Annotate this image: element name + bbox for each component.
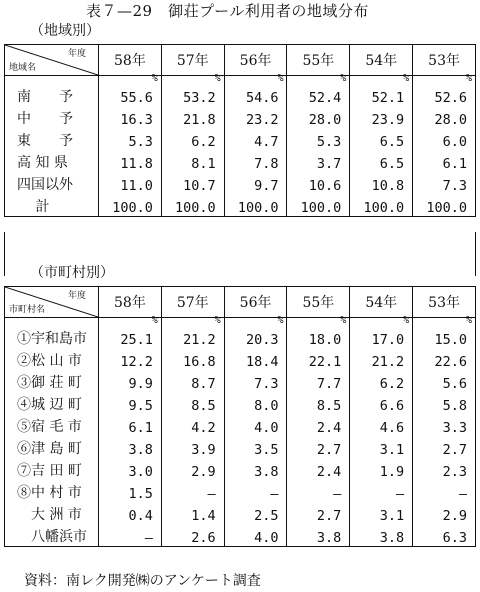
value-cell: 5.8 [413, 392, 476, 414]
value-cell: 21.8 [161, 106, 224, 128]
value-cell: 2.9 [413, 502, 476, 524]
value-cell [413, 315, 476, 349]
year-header: 54年 [350, 45, 413, 76]
source-note: 資料：南レク開発㈱のアンケート調査 [24, 573, 261, 589]
table-row [5, 436, 476, 458]
percent-unit: % [403, 315, 410, 326]
row-label: 高 知 県 [5, 150, 99, 172]
value-cell: 11.8 [99, 150, 162, 172]
percent-unit: % [465, 315, 472, 326]
municipal-table [4, 286, 476, 547]
value-cell: 5.3 [99, 128, 162, 150]
value-cell: 2.4 [287, 414, 350, 436]
value-cell: 22.1 [287, 348, 350, 370]
value-cell: 1.5 [99, 480, 162, 502]
percent-unit: % [277, 73, 284, 84]
value-cell: 8.1 [161, 150, 224, 172]
value-cell: 7.8 [224, 150, 287, 172]
table-row [5, 524, 476, 547]
value-text: 20.3 [245, 332, 279, 348]
value-cell: 4.6 [350, 414, 413, 436]
value-cell: 4.0 [224, 414, 287, 436]
value-cell: 100.0 [224, 194, 287, 217]
value-text: 25.1 [120, 332, 153, 348]
value-cell: 3.1 [350, 502, 413, 524]
table-row [5, 348, 476, 370]
value-cell: 5.6 [413, 370, 476, 392]
value-cell: 2.7 [413, 436, 476, 458]
value-cell: 6.3 [413, 524, 476, 547]
percent-unit: % [151, 315, 158, 326]
value-text: 52.6 [434, 90, 467, 106]
table-row [5, 128, 476, 150]
value-cell: 16.8 [161, 348, 224, 370]
value-cell: 18.4 [224, 348, 287, 370]
value-cell: 1.9 [350, 458, 413, 480]
row-label: ①宇和島市 [5, 318, 99, 349]
value-text: 52.4 [308, 90, 342, 106]
year-header: 58年 [99, 45, 162, 76]
value-cell: 16.3 [99, 106, 162, 128]
value-cell: — [224, 480, 287, 502]
value-cell: 3.0 [99, 458, 162, 480]
value-text: 55.6 [120, 90, 153, 106]
value-cell: — [413, 480, 476, 502]
value-cell: 2.7 [287, 436, 350, 458]
year-header: 57年 [161, 45, 224, 76]
regional-table [4, 44, 476, 217]
year-header: 53年 [413, 45, 476, 76]
value-cell: 2.4 [287, 458, 350, 480]
row-label: 中 予 [5, 106, 99, 128]
year-header: 53年 [413, 287, 476, 318]
year-header: 57年 [161, 287, 224, 318]
value-cell: 8.5 [287, 392, 350, 414]
value-cell: 100.0 [413, 194, 476, 217]
value-cell: 6.6 [350, 392, 413, 414]
value-cell: 3.5 [224, 436, 287, 458]
municipal-heading: （市町村別） [30, 265, 114, 281]
value-cell [350, 73, 413, 107]
value-text: 54.6 [245, 90, 279, 106]
year-header: 58年 [99, 287, 162, 318]
row-label: ⑥津 島 町 [5, 436, 99, 458]
table-row [5, 392, 476, 414]
value-cell: 100.0 [161, 194, 224, 217]
value-cell: 8.7 [161, 370, 224, 392]
value-cell: 100.0 [99, 194, 162, 217]
value-cell: 9.7 [224, 172, 287, 194]
value-cell [350, 315, 413, 349]
percent-unit: % [340, 73, 347, 84]
table-row [5, 318, 476, 349]
value-cell [99, 73, 162, 107]
table-row [5, 194, 476, 217]
value-cell [161, 315, 224, 349]
year-header: 54年 [350, 287, 413, 318]
value-cell: 6.1 [413, 150, 476, 172]
value-cell: 5.3 [287, 128, 350, 150]
value-cell: 9.5 [99, 392, 162, 414]
value-cell: 28.0 [287, 106, 350, 128]
regional-corner-region: 地域名 [9, 63, 37, 73]
municipal-corner-cell [5, 287, 99, 318]
value-cell: 3.8 [350, 524, 413, 547]
value-cell: 2.3 [413, 458, 476, 480]
percent-unit: % [403, 73, 410, 84]
row-label: 四国以外 [5, 172, 99, 194]
value-cell: 4.7 [224, 128, 287, 150]
value-cell: 23.2 [224, 106, 287, 128]
year-header: 55年 [287, 45, 350, 76]
value-cell [287, 73, 350, 107]
page-title: 表７—29 御荘プール利用者の地域分布 [86, 2, 369, 20]
value-cell: 3.9 [161, 436, 224, 458]
table-row [5, 76, 476, 107]
table-row [5, 414, 476, 436]
row-label: 八幡浜市 [5, 524, 99, 547]
value-cell: — [161, 480, 224, 502]
value-cell: 3.1 [350, 436, 413, 458]
regional-corner-year: 年度 [67, 49, 86, 59]
value-cell: 11.0 [99, 172, 162, 194]
value-cell: 22.6 [413, 348, 476, 370]
value-cell: 3.8 [287, 524, 350, 547]
row-label: ⑤宿 毛 市 [5, 414, 99, 436]
percent-unit: % [151, 73, 158, 84]
regional-corner-cell [5, 45, 99, 76]
value-cell: 6.0 [413, 128, 476, 150]
value-cell: 9.9 [99, 370, 162, 392]
value-cell: 10.6 [287, 172, 350, 194]
value-cell: 3.8 [99, 436, 162, 458]
percent-unit: % [214, 73, 221, 84]
value-cell: 1.4 [161, 502, 224, 524]
value-cell: 4.2 [161, 414, 224, 436]
municipal-corner-year: 年度 [67, 291, 86, 301]
value-cell: 23.9 [350, 106, 413, 128]
value-cell: 0.4 [99, 502, 162, 524]
value-cell: 6.1 [99, 414, 162, 436]
percent-unit: % [214, 315, 221, 326]
value-cell [99, 315, 162, 349]
value-cell: 4.0 [224, 524, 287, 547]
value-cell: 6.5 [350, 128, 413, 150]
value-cell: 6.5 [350, 150, 413, 172]
row-label: 計 [5, 194, 99, 217]
value-text: 17.0 [371, 332, 405, 348]
value-text: 21.2 [183, 332, 216, 348]
value-cell [224, 73, 287, 107]
row-label: 南 予 [5, 76, 99, 107]
value-cell: 100.0 [287, 194, 350, 217]
percent-unit: % [340, 315, 347, 326]
row-label: 東 予 [5, 128, 99, 150]
value-cell: 10.7 [161, 172, 224, 194]
row-label: ②松 山 市 [5, 348, 99, 370]
table-row [5, 370, 476, 392]
percent-unit: % [277, 315, 284, 326]
value-cell [287, 315, 350, 349]
value-text: 15.0 [434, 332, 467, 348]
row-label: ⑦吉 田 町 [5, 458, 99, 480]
year-header: 56年 [224, 287, 287, 318]
regional-heading: （地域別） [30, 23, 100, 39]
row-label: ③御 荘 町 [5, 370, 99, 392]
year-header: 55年 [287, 287, 350, 318]
value-cell: 100.0 [350, 194, 413, 217]
value-cell: 8.5 [161, 392, 224, 414]
value-cell [413, 73, 476, 107]
table-row [5, 150, 476, 172]
value-cell: — [99, 524, 162, 547]
row-label: ④城 辺 町 [5, 392, 99, 414]
value-cell: 2.5 [224, 502, 287, 524]
value-cell: 7.3 [413, 172, 476, 194]
value-cell: 10.8 [350, 172, 413, 194]
value-cell: 12.2 [99, 348, 162, 370]
year-header: 56年 [224, 45, 287, 76]
value-cell: 3.8 [224, 458, 287, 480]
table-row [5, 458, 476, 480]
value-cell: 3.7 [287, 150, 350, 172]
value-cell: 7.3 [224, 370, 287, 392]
value-cell: 7.7 [287, 370, 350, 392]
value-cell: 2.9 [161, 458, 224, 480]
value-cell: — [287, 480, 350, 502]
value-cell [161, 73, 224, 107]
row-label: ⑧中 村 市 [5, 480, 99, 502]
value-cell: — [350, 480, 413, 502]
value-cell: 28.0 [413, 106, 476, 128]
value-cell: 21.2 [350, 348, 413, 370]
value-text: 18.0 [308, 332, 342, 348]
value-cell: 8.0 [224, 392, 287, 414]
table-row [5, 106, 476, 128]
row-label: 大 洲 市 [5, 502, 99, 524]
table-row [5, 480, 476, 502]
value-cell: 6.2 [161, 128, 224, 150]
percent-unit: % [465, 73, 472, 84]
table-row [5, 502, 476, 524]
value-cell [224, 315, 287, 349]
value-text: 52.1 [371, 90, 405, 106]
value-cell: 2.7 [287, 502, 350, 524]
municipal-corner-municipality: 市町村名 [9, 305, 46, 315]
table-row [5, 172, 476, 194]
value-text: 53.2 [183, 90, 216, 106]
value-cell: 6.2 [350, 370, 413, 392]
value-cell: 2.6 [161, 524, 224, 547]
value-cell: 3.3 [413, 414, 476, 436]
